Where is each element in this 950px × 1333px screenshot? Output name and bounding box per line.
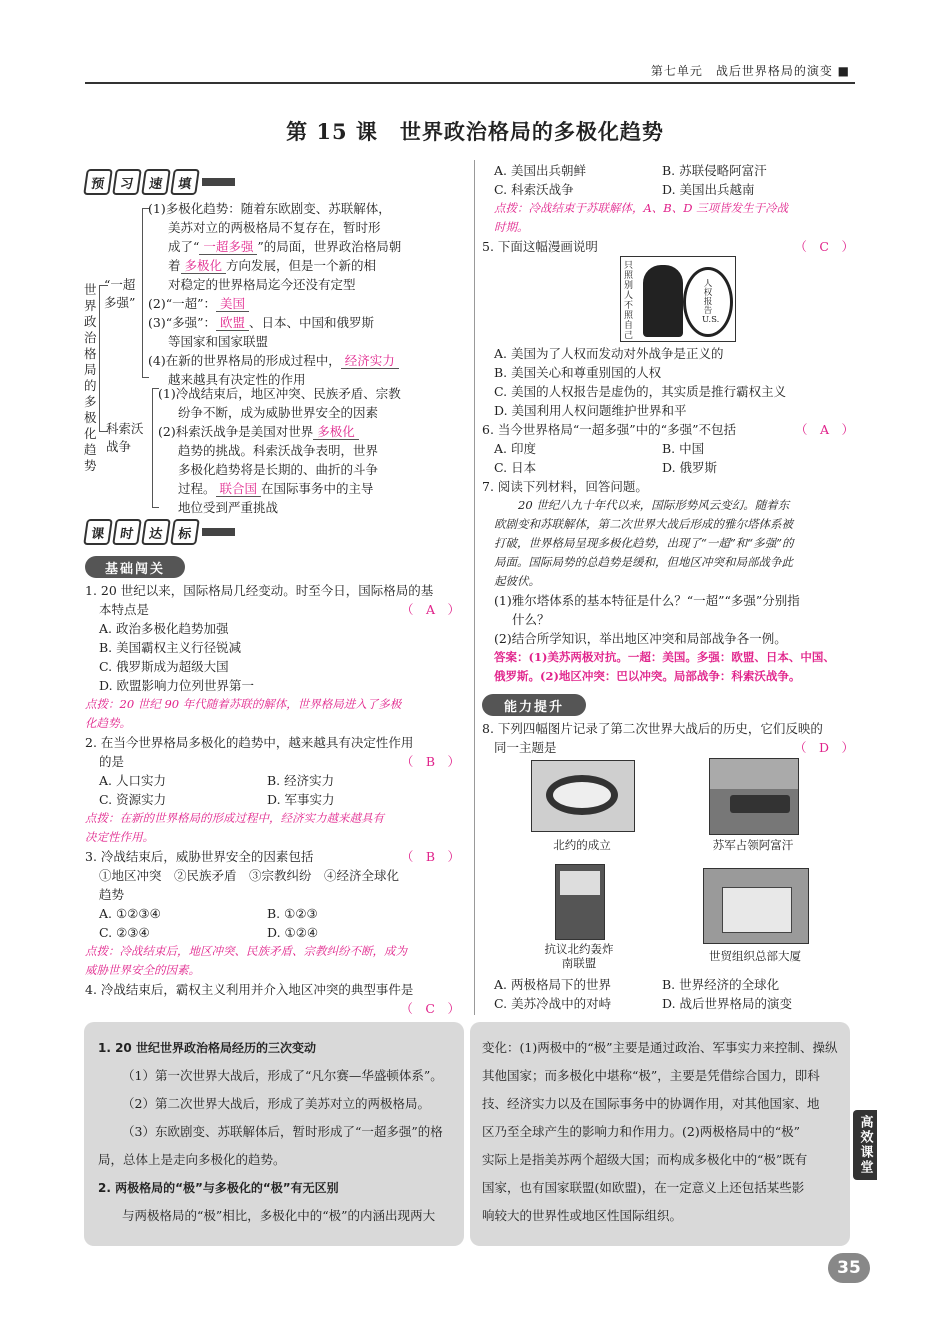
box-para: 局，总体上是走向多极化的趋势。	[98, 1152, 286, 1167]
answer-key: （ C ）	[794, 239, 854, 254]
answer-text: 俄罗斯。(2)地区冲突：巴以冲突。局部战争：科索沃战争。	[494, 669, 801, 683]
question-line: ①地区冲突 ②民族矛盾 ③宗教纠纷 ④经济全球化	[99, 868, 400, 883]
answer-key: （ A ）	[400, 602, 460, 617]
hint: 威胁世界安全的因素。	[85, 963, 200, 977]
box-para: （1）第一次世界大战后，形成了“凡尔赛—华盛顿体系”。	[122, 1068, 443, 1083]
page-title: 第 15 课 世界政治格局的多极化趋势	[286, 119, 664, 144]
knowledge-box-left	[84, 1022, 464, 1246]
text: (3)“多强”：	[148, 315, 216, 330]
tree-line: 地位受到严重挑战	[178, 500, 279, 515]
question-line: 4. 冷战结束后，霸权主义利用并介入地区冲突的典型事件是	[85, 982, 414, 997]
banner-char: 习	[112, 169, 142, 195]
photo-soviet-afghanistan	[709, 758, 799, 835]
cartoon-caption: 只照别人不照自己	[624, 261, 634, 341]
tree-line: 多极化趋势将是长期的、曲折的斗争	[178, 462, 379, 477]
option: B. 美国霸权主义行径锐减	[99, 640, 242, 655]
box-para: 响较大的世界性或地区性国际组织。	[482, 1208, 683, 1223]
photo-caption: 抗议北约轰炸南联盟	[544, 942, 614, 970]
question-line: (1)雅尔塔体系的基本特征是什么？“一超”“多强”分别指	[494, 593, 800, 608]
tree-line: 纷争不断，成为威胁世界安全的因素	[178, 405, 379, 420]
answer-fill: 美国	[216, 296, 249, 312]
question-line	[482, 237, 854, 256]
answer-key: （ B ）	[400, 849, 460, 864]
tree-line: 美苏对立的两极格局不复存在，暂时形	[168, 220, 381, 235]
section-pill-basic: 基础闯关	[85, 556, 185, 578]
tree-line: 越来越具有决定性的作用	[168, 372, 306, 387]
side-tab: 高效课堂	[853, 1110, 877, 1180]
question-line	[85, 999, 460, 1018]
building-shape	[722, 887, 792, 933]
answer-fill: 联合国	[216, 481, 262, 497]
banner-char: 填	[170, 169, 200, 195]
option: D. 军事实力	[267, 792, 335, 807]
text: 本特点是	[99, 602, 150, 617]
banner-bar	[202, 178, 235, 186]
question-line: 什么？	[512, 612, 550, 627]
cartoon-image	[620, 256, 736, 342]
text: ”的局面，世界政治格局朝	[257, 239, 402, 254]
text: 在国际事务中的主导	[261, 481, 374, 496]
box-para: （3）东欧剧变、苏联解体后，暂时形成了“一超多强”的格	[122, 1124, 443, 1139]
option: C. 科索沃战争	[494, 182, 574, 197]
box-para: 实际上是指美苏两个超级大国；而构成多极化中的“极”既有	[482, 1152, 808, 1167]
option: D. 美国利用人权问题维护世界和平	[494, 403, 687, 418]
option: D. 欧盟影响力位列世界第一	[99, 678, 255, 693]
banner-bar	[202, 528, 235, 536]
tree-line	[158, 479, 401, 498]
material-line: 起彼伏。	[494, 574, 540, 588]
text: 方向发展，但是一个新的相	[226, 258, 377, 273]
text: 同一主题是	[494, 740, 557, 755]
banner-char: 课	[83, 519, 113, 545]
option: C. 美苏冷战中的对峙	[494, 996, 612, 1011]
question-line: 2. 在当今世界格局多极化的趋势中，越来越具有决定性作用	[85, 735, 414, 750]
option: D. 俄罗斯	[662, 460, 718, 475]
option-row	[85, 771, 460, 790]
option: A. 人口实力	[99, 773, 166, 788]
option: C. 美国的人权报告是虚伪的，其实质是推行霸权主义	[494, 384, 787, 399]
answer-key: （ C ）	[400, 1001, 460, 1016]
tank-shape	[730, 795, 790, 813]
material-line: 欧剧变和苏联解体，第二次世界大战后形成的雅尔塔体系被	[494, 517, 793, 531]
banner-shape	[560, 871, 600, 895]
text: 着	[168, 258, 181, 273]
cartoon-figure	[643, 265, 683, 337]
material-line: 20 世纪八九十年代以来，国际形势风云变幻。随着东	[518, 498, 790, 512]
section-banner-preview	[85, 168, 235, 196]
hint: 决定性作用。	[85, 830, 154, 844]
answer-key: （ A ）	[794, 422, 854, 437]
option: B. 苏联侵略阿富汗	[662, 163, 767, 178]
text: 5. 下面这幅漫画说明	[482, 239, 598, 254]
option: A. 两极格局下的世界	[494, 977, 611, 992]
photo-wto-hq	[703, 868, 809, 944]
material-line: 打破，世界格局呈现多极化趋势，出现了“一超”和“多强”的	[494, 536, 794, 550]
option: C. ②③④	[99, 925, 150, 940]
tree-line: 等国家和国家联盟	[168, 334, 269, 349]
photo-nato-founding	[531, 760, 635, 832]
text: 6. 当今世界格局“一超多强”中的“多强”不包括	[482, 422, 736, 437]
option-row	[85, 790, 460, 809]
text: (2)“一超”：	[148, 296, 216, 311]
hint: 点拨：冷战结束于苏联解体，A、B、D 三项皆发生于冷战	[494, 201, 789, 215]
option: D. ①②④	[267, 925, 319, 940]
hint: 点拨：20 世纪 90 年代随着苏联的解体，世界格局进入了多极	[85, 697, 402, 711]
tree-line: (1)多极化趋势：随着东欧剧变、苏联解体，	[148, 201, 391, 216]
box-heading: 1. 20 世纪世界政治格局经历的三次变动	[98, 1041, 316, 1055]
banner-char: 速	[141, 169, 171, 195]
question-8	[482, 719, 854, 757]
hint: 时期。	[494, 220, 529, 234]
box-para: （2）第二次世界大战后，形成了美苏对立的两极格局。	[122, 1096, 430, 1111]
box-para: 变化：(1)两极中的“极”主要是通过政治、军事实力来控制、操纵	[482, 1040, 838, 1055]
question-line: 趋势	[99, 887, 125, 902]
box-para: 其他国家；而多极化中堪称“极”，主要是凭借综合国力，即科	[482, 1068, 820, 1083]
photo-caption: 世贸组织总部大厦	[709, 949, 801, 963]
mirror-icon	[683, 267, 733, 337]
tree-line	[148, 237, 401, 256]
photo-caption: 苏军占领阿富汗	[712, 838, 794, 852]
question-line: 1. 20 世纪以来，国际格局几经变动。时至今日，国际格局的基	[85, 583, 434, 598]
section-banner-practice	[85, 518, 235, 546]
box-heading: 2. 两极格局的“极”与多极化的“极”有无区别	[98, 1181, 339, 1195]
question-line	[85, 752, 460, 771]
option: B. 美国关心和尊重别国的人权	[494, 365, 662, 380]
page-number: 35	[828, 1253, 870, 1283]
banner-char: 预	[83, 169, 113, 195]
option: B. 经济实力	[267, 773, 335, 788]
option: C. 日本	[494, 460, 537, 475]
photo-protest-nato	[555, 864, 605, 940]
tree-line: 趋势的挑战。科索沃战争表明，世界	[178, 443, 379, 458]
photo-caption: 北约的成立	[553, 838, 611, 852]
option: A. ①②③④	[99, 906, 161, 921]
question-line: 7. 阅读下列材料，回答问题。	[482, 479, 648, 494]
column-divider	[474, 160, 475, 1015]
banner-char: 时	[112, 519, 142, 545]
tree-root	[84, 282, 100, 474]
text: 、日本、中国和俄罗斯	[249, 315, 375, 330]
answer-key: （ B ）	[400, 754, 460, 769]
text: (4)在新的世界格局的形成过程中，	[148, 353, 341, 368]
box-content	[470, 1022, 850, 1230]
option-row	[85, 923, 460, 942]
banner-char: 达	[141, 519, 171, 545]
hint: 点拨：在新的世界格局的形成过程中，经济实力越来越具有	[85, 811, 384, 825]
option: B. 中国	[662, 441, 705, 456]
option-row	[482, 975, 854, 994]
option: D. 美国出兵越南	[662, 182, 755, 197]
option: A. 美国出兵朝鲜	[494, 163, 586, 178]
tree-line	[148, 313, 401, 332]
hint: 化趋势。	[85, 716, 131, 730]
running-header: 第七单元 战后世界格局的演变 ■	[650, 64, 850, 78]
left-questions	[85, 581, 460, 1018]
question-line: (2)结合所学知识，举出地区冲突和局部战争各一例。	[494, 631, 787, 646]
option-row	[482, 161, 854, 180]
answer-fill: 多极化	[313, 424, 359, 440]
question-line: 8. 下列四幅图片记录了第二次世界大战后的历史，它们反映的	[482, 721, 823, 736]
question-line	[482, 420, 854, 439]
q8-options	[482, 975, 854, 1013]
option: D. 战后世界格局的演变	[662, 996, 793, 1011]
material-line: 局面。国际局势的总趋势是缓和，但地区冲突和局部战争此	[494, 555, 793, 569]
answer-text: 答案：(1)美苏两极对抗。一超：美国。多强：欧盟、日本、中国、	[494, 650, 835, 664]
tree-root-label: 世界政治格局的多极化趋势	[84, 282, 97, 473]
right-questions-2	[482, 344, 854, 686]
question-line	[85, 847, 460, 866]
section-pill-ability: 能力提升	[482, 694, 586, 716]
text: 成了“	[168, 239, 200, 254]
text: 的是	[99, 754, 125, 769]
option: A. 印度	[494, 441, 536, 456]
banner-char: 标	[170, 519, 200, 545]
tree-line	[148, 256, 401, 275]
option: A. 政治多极化趋势加强	[99, 621, 229, 636]
answer-fill: 欧盟	[216, 315, 249, 331]
tree-line: (1)冷战结束后，地区冲突、民族矛盾、宗教	[158, 386, 401, 401]
option: C. 俄罗斯成为超级大国	[99, 659, 229, 674]
option: A. 美国为了人权而发动对外战争是正义的	[494, 346, 724, 361]
knowledge-box-right	[470, 1022, 850, 1246]
tree-branch-1: “一超多强”	[104, 277, 136, 310]
text: 过程。	[178, 481, 216, 496]
option-row	[482, 458, 854, 477]
question-line	[482, 738, 854, 757]
option: B. 世界经济的全球化	[662, 977, 780, 992]
answer-fill: 经济实力	[341, 353, 399, 369]
header-rule	[85, 82, 855, 84]
box-content	[84, 1022, 464, 1230]
box-para: 技、经济实力以及在国际事务中的协调作用，对其他国家、地	[482, 1096, 820, 1111]
tree-line	[158, 422, 401, 441]
hint: 点拨：冷战结束后，地区冲突、民族矛盾、宗教纠纷不断，成为	[85, 944, 407, 958]
option: B. ①②③	[267, 906, 318, 921]
box-para: 与两极格局的“极”相比，多极化中的“极”的内涵出现两大	[122, 1208, 436, 1223]
question-line	[85, 600, 460, 619]
box-para: 区乃至全球产生的影响力和作用力。(2)两极格局中的“极”	[482, 1124, 800, 1139]
answer-fill: 多极化	[181, 258, 227, 274]
text: 3. 冷战结束后，威胁世界安全的因素包括	[85, 849, 314, 864]
answer-key: （ D ）	[793, 740, 854, 755]
tree-line	[148, 351, 401, 370]
option: C. 资源实力	[99, 792, 167, 807]
box-para: 国家，也有国家联盟(如欧盟)，在一定意义上还包括某些影	[482, 1180, 805, 1195]
answer-fill: 一超多强	[199, 239, 257, 255]
option-row	[482, 180, 854, 199]
tree-line: 对稳定的世界格局迄今还没有定型	[168, 277, 356, 292]
sky-shape	[710, 759, 798, 789]
option-row	[482, 994, 854, 1013]
option-row	[85, 904, 460, 923]
tree-line	[148, 294, 401, 313]
tree-block-2	[158, 384, 401, 517]
text: (2)科索沃战争是美国对世界	[158, 424, 314, 439]
option-row	[482, 439, 854, 458]
tree-branch-2: 科索沃战争	[106, 421, 144, 454]
round-table-shape	[546, 775, 618, 815]
tree-block-1	[148, 199, 401, 389]
cartoon-sign: 人权报告 U.S.	[702, 278, 720, 325]
right-questions	[482, 161, 854, 256]
